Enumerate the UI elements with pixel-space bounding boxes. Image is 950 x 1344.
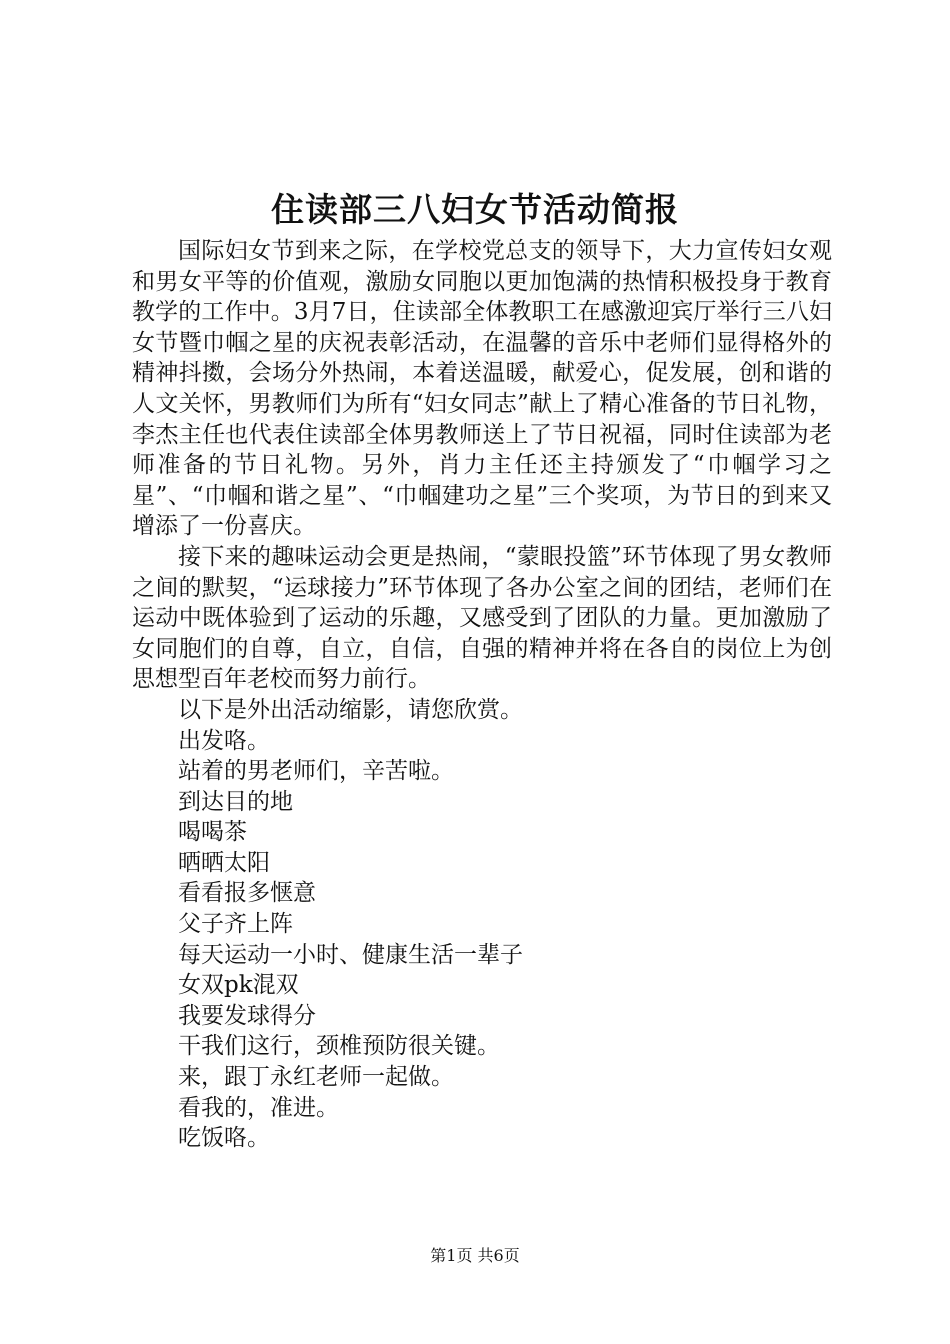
caption-line: 以下是外出活动缩影，请您欣赏。	[178, 696, 523, 723]
caption-line: 干我们这行，颈椎预防很关键。	[178, 1033, 500, 1060]
paragraph-intro: 国际妇女节到来之际，在学校党总支的领导下，大力宣传妇女观和男女平等的价值观，激励女同胞以更加饱满的热情积极投身于教育教学的工作中。3月7日，住读部全体教职工在感激迎宾厅举行三八妇女节暨巾帼之星的庆祝表彰活动，在温馨的音乐中老师们显得格外的精神抖擞，会场分外热闹，本着送温暖，献爱心，促发展，创和谐的人文关怀，男教师们为所有“妇女同志”献上了精心准备的节日礼物，李杰主任也代表住读部全体男教师送上了节日祝福，同时住读部为老师准备的节日礼物。另外，肖力主任还主持颁发了“巾帼学习之星”、“巾帼和谐之星”、“巾帼建功之星”三个奖项，为节日的到来又增添了一份喜庆。	[132, 238, 832, 540]
caption-line: 吃饭咯。	[178, 1125, 270, 1152]
document-body	[132, 236, 832, 1154]
paragraph-sports-meet: 接下来的趣味运动会更是热闹，“蒙眼投篮”环节体现了男女教师之间的默契，“运球接力”环节体现了各办公室之间的团结，老师们在运动中既体验到了运动的乐趣，又感受到了团队的力量。更加激励了女同胞们的自尊，自立，自信，自强的精神并将在各自的岗位上为创思想型百年老校而努力前行。	[132, 543, 832, 693]
document-title: 住读部三八妇女节活动简报	[271, 190, 679, 229]
caption-line: 每天运动一小时、健康生活一辈子	[178, 941, 523, 968]
caption-line: 喝喝茶	[178, 819, 247, 846]
caption-line: 看看报多惬意	[178, 880, 316, 907]
caption-line: 看我的，准进。	[178, 1094, 339, 1121]
caption-line: 父子齐上阵	[178, 911, 293, 938]
caption-line: 晒晒太阳	[178, 849, 270, 876]
caption-list	[132, 695, 832, 1154]
caption-line: 女双pk混双	[178, 972, 299, 999]
caption-line: 到达目的地	[178, 788, 293, 815]
caption-line: 站着的男老师们，辛苦啦。	[178, 758, 454, 785]
caption-line: 来，跟丁永红老师一起做。	[178, 1064, 454, 1091]
caption-line: 出发咯。	[178, 727, 270, 754]
caption-line: 我要发球得分	[178, 1002, 316, 1029]
page-indicator: 第1页 共6页	[430, 1246, 520, 1265]
